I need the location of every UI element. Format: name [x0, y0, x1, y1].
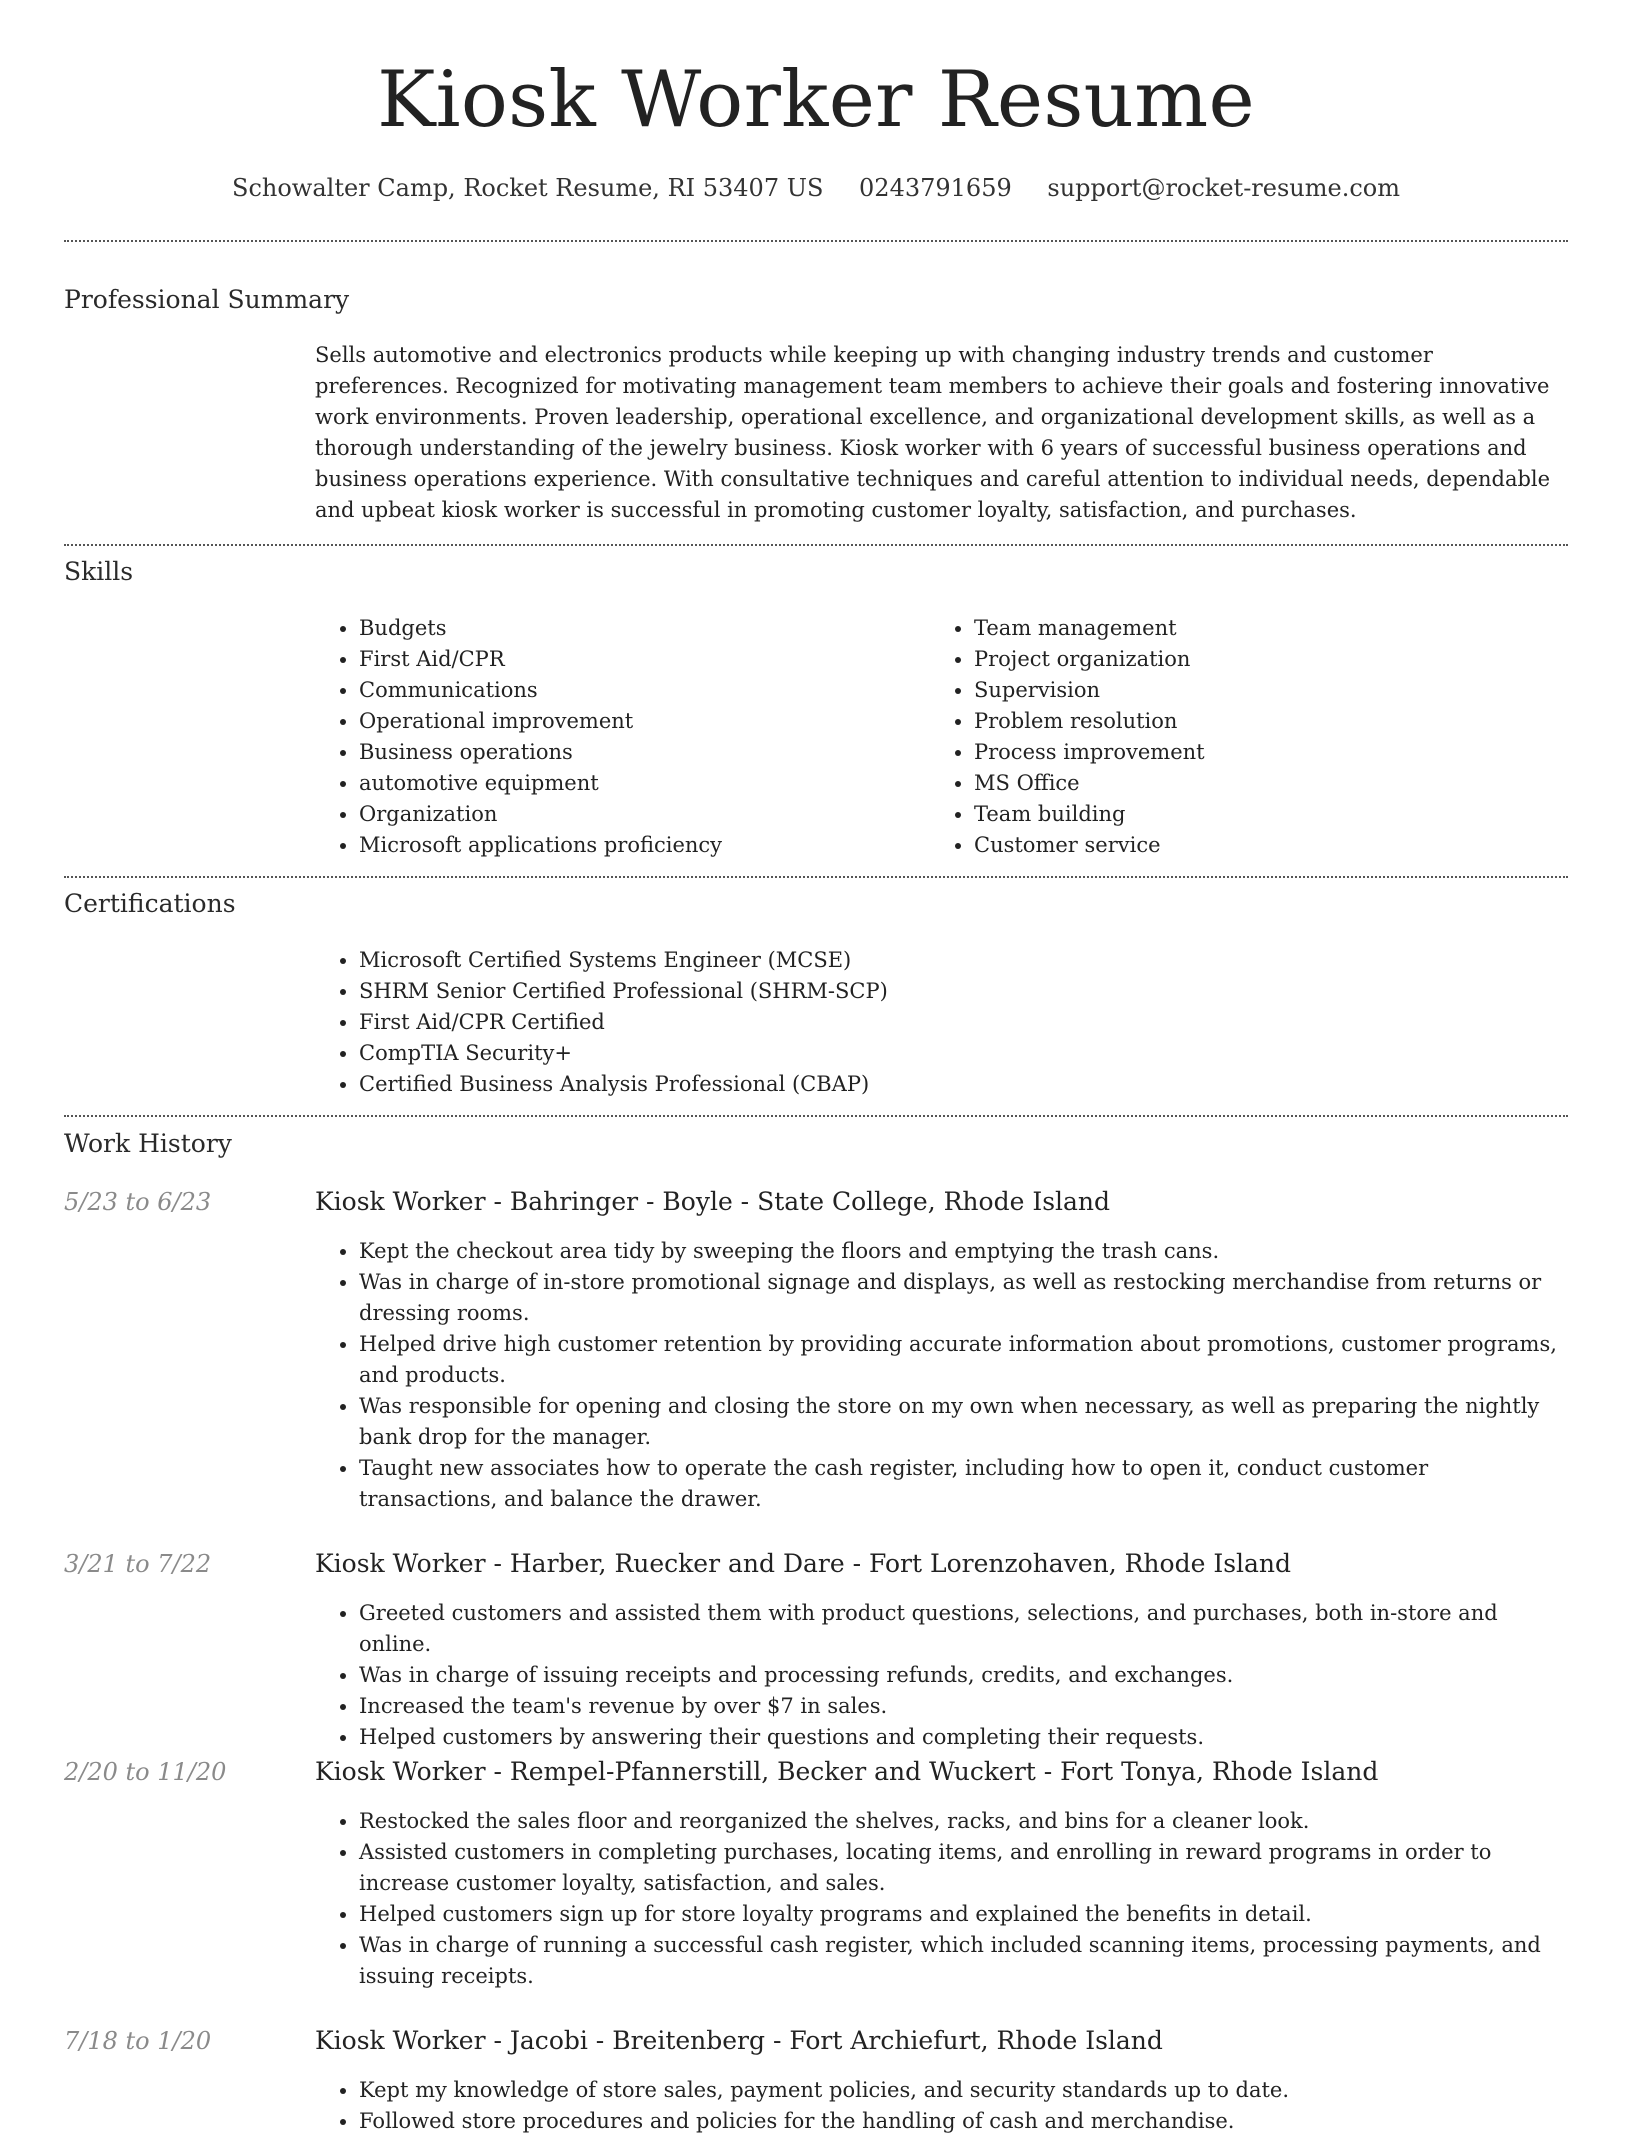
job-duty-list [315, 1236, 1565, 1515]
job-duty-item: • Taught new associates how to operate the cash register, including how to open it, conduct customer transactions, and balance the drawer. [359, 1453, 1565, 1515]
job-duty-list [315, 1598, 1565, 1753]
job-duties [315, 2075, 1565, 2137]
job-duty-item: • Kept the checkout area tidy by sweeping the floors and emptying the trash cans. [359, 1236, 1565, 1267]
skill-item: • MS Office [974, 768, 1530, 799]
job-duty-item: • Greeted customers and assisted them with product questions, selections, and purchases, both in-store and online. [359, 1598, 1565, 1660]
skill-item: • First Aid/CPR [359, 644, 915, 675]
job-date: 2/20 to 11/20 [64, 1758, 227, 1786]
contact-address: Schowalter Camp, Rocket Resume, RI 53407 US [232, 174, 824, 202]
section-divider [64, 240, 1568, 242]
work-history-heading: Work History [64, 1129, 232, 1158]
job-date: 3/21 to 7/22 [64, 1550, 212, 1578]
job-duty-item: • Assisted customers in completing purchases, locating items, and enrolling in reward programs in order to increase customer loyalty, satisfaction, and sales. [359, 1837, 1565, 1899]
skills-list-left [315, 613, 915, 861]
skill-item: • Organization [359, 799, 915, 830]
contact-line [64, 170, 1568, 206]
job-duty-item: • Followed store procedures and policies for the handling of cash and merchandise. [359, 2106, 1565, 2137]
certifications-column [315, 945, 1565, 1100]
skill-item: • Supervision [974, 675, 1530, 706]
job-duty-item: • Restocked the sales floor and reorganized the shelves, racks, and bins for a cleaner look. [359, 1806, 1565, 1837]
job-duty-item: • Was in charge of running a successful cash register, which included scanning items, processing payments, and issuing receipts. [359, 1930, 1565, 1992]
job-title: Kiosk Worker - Rempel-Pfannerstill, Becker and Wuckert - Fort Tonya, Rhode Island [315, 1757, 1379, 1786]
skill-item: • Problem resolution [974, 706, 1530, 737]
certification-item: • First Aid/CPR Certified [359, 1007, 1565, 1038]
section-divider [64, 1115, 1568, 1117]
job-duties [315, 1806, 1565, 1992]
skill-item: • Business operations [359, 737, 915, 768]
skill-item: • automotive equipment [359, 768, 915, 799]
resume-title: Kiosk Worker Resume [377, 55, 1255, 145]
job-duties [315, 1598, 1565, 1753]
job-title: Kiosk Worker - Bahringer - Boyle - State College, Rhode Island [315, 1187, 1111, 1216]
skills-column-left [315, 613, 915, 861]
certification-item: • Microsoft Certified Systems Engineer (MCSE) [359, 945, 1565, 976]
skill-item: • Team management [974, 613, 1530, 644]
summary-heading: Professional Summary [64, 285, 350, 314]
skill-item: • Project organization [974, 644, 1530, 675]
job-date: 7/18 to 1/20 [64, 2027, 212, 2055]
job-title: Kiosk Worker - Harber, Ruecker and Dare - Fort Lorenzohaven, Rhode Island [315, 1549, 1292, 1578]
job-duty-list [315, 2075, 1565, 2137]
job-duty-item: • Helped customers sign up for store loyalty programs and explained the benefits in detail. [359, 1899, 1565, 1930]
contact-phone: 0243791659 [859, 174, 1012, 202]
skill-item: • Operational improvement [359, 706, 915, 737]
skill-item: • Communications [359, 675, 915, 706]
skill-item: • Team building [974, 799, 1530, 830]
job-title: Kiosk Worker - Jacobi - Breitenberg - Fort Archiefurt, Rhode Island [315, 2026, 1163, 2055]
skill-item: • Microsoft applications proficiency [359, 830, 915, 861]
job-duty-item: • Kept my knowledge of store sales, payment policies, and security standards up to date. [359, 2075, 1565, 2106]
section-divider [64, 544, 1568, 546]
skills-column-right [930, 613, 1530, 861]
contact-email: support@rocket-resume.com [1047, 174, 1400, 202]
certification-item: • SHRM Senior Certified Professional (SHRM-SCP) [359, 976, 1565, 1007]
job-duty-list [315, 1806, 1565, 1992]
job-duty-item: • Increased the team's revenue by over $7 in sales. [359, 1691, 1565, 1722]
certification-item: • CompTIA Security+ [359, 1038, 1565, 1069]
job-duties [315, 1236, 1565, 1515]
job-duty-item: • Helped customers by answering their questions and completing their requests. [359, 1722, 1565, 1753]
skill-item: • Customer service [974, 830, 1530, 861]
certifications-list [315, 945, 1565, 1100]
job-duty-item: • Was in charge of in-store promotional signage and displays, as well as restocking merchandise from returns or dressing rooms. [359, 1267, 1565, 1329]
job-duty-item: • Was responsible for opening and closing the store on my own when necessary, as well as preparing the nightly bank drop for the manager. [359, 1391, 1565, 1453]
skill-item: • Process improvement [974, 737, 1530, 768]
job-duty-item: • Was in charge of issuing receipts and processing refunds, credits, and exchanges. [359, 1660, 1565, 1691]
certifications-heading: Certifications [64, 889, 236, 918]
section-divider [64, 876, 1568, 878]
skills-list-right [930, 613, 1530, 861]
summary-text: Sells automotive and electronics products while keeping up with changing industry trends and customer preferences. Recognized for motivating management team members to achieve their goals and fostering innovative work environments. Proven leadership, operational excellence, and organizational development skills, as well as a thorough understanding of the jewelry business. Kiosk worker with 6 years of successful business operations and business operations experience. With consultative techniques and careful attention to individual needs, dependable and upbeat kiosk worker is successful in promoting customer loyalty, satisfaction, and purchases. [315, 343, 1551, 522]
job-date: 5/23 to 6/23 [64, 1188, 212, 1216]
skill-item: • Budgets [359, 613, 915, 644]
certification-item: • Certified Business Analysis Professional (CBAP) [359, 1069, 1565, 1100]
job-duty-item: • Helped drive high customer retention by providing accurate information about promotions, customer programs, and products. [359, 1329, 1565, 1391]
skills-heading: Skills [64, 557, 134, 586]
